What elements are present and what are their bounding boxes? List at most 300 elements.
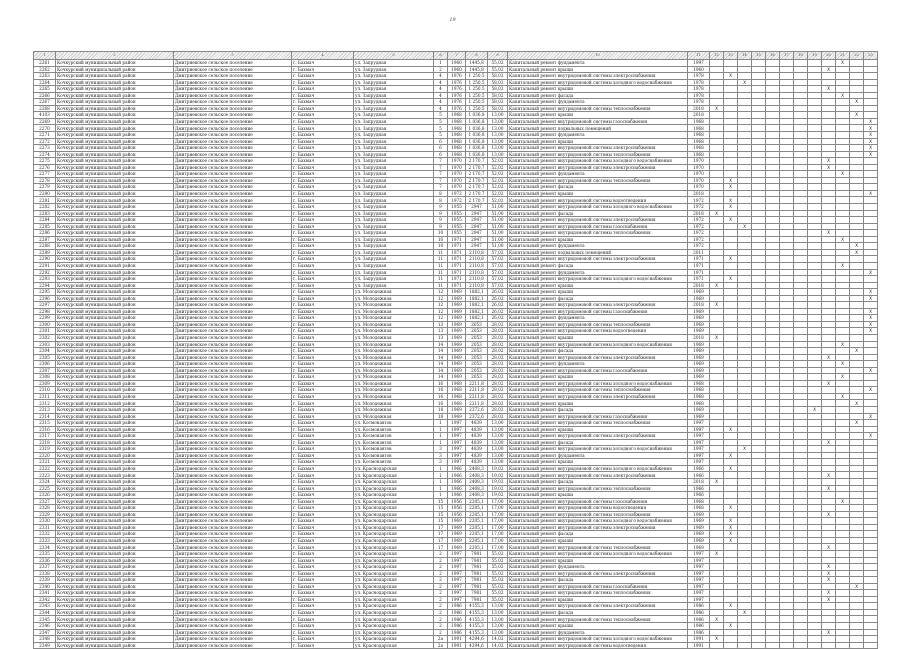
table-cell: г. Бахмач [292,570,354,577]
table-cell: 2332 [34,531,56,538]
column-header: 20 [822,52,836,60]
table-cell: 2306 [34,361,56,368]
table-cell: ул. Запрудная [354,230,434,237]
table-cell: 1968 [448,393,466,400]
table-cell: Кочкурский муниципальный район [56,393,174,400]
table-cell: Дмитриевское сельское поселение [174,145,292,152]
table-cell: Дмитриевское сельское поселение [174,472,292,479]
table-cell: 1969 [688,315,710,322]
table-cell: 1969 [448,406,466,413]
table-cell: 1971 [688,256,710,263]
table-cell: 1969 [688,341,710,348]
table-cell: 4155,3 [466,616,488,623]
table-cell: 2337 [34,564,56,571]
table-cell: 13,00 [488,112,508,119]
table-cell: 1978 [688,73,710,80]
table-cell: ул. Краснодарская [354,524,434,531]
table-cell: г. Бахмач [292,210,354,217]
table-cell: Дмитриевское сельское поселение [174,544,292,551]
mark-cell: X [836,60,850,67]
table-cell: г. Бахмач [292,596,354,603]
table-cell: 1970 [688,171,710,178]
column-header: 8 [466,52,488,60]
table-cell: Капитальный ремонт внутридомовой системы газоснабжения [508,223,688,230]
table-cell: 2372,6 [466,413,488,420]
table-cell: 7981 [466,590,488,597]
table-cell: 1969 [688,321,710,328]
mark-cell [822,642,836,649]
table-cell: 19,02 [488,485,508,492]
table-cell: 1969 [688,308,710,315]
table-cell: г. Бахмач [292,420,354,427]
mark-cell: X [724,426,738,433]
table-cell: 2271 [34,132,56,139]
table-cell: Кочкурский муниципальный район [56,609,174,616]
table-cell: 51,00 [488,236,508,243]
table-cell: 2205,1 [466,511,488,518]
mark-cell: X [822,511,836,518]
table-cell: г. Бахмач [292,400,354,407]
table-cell: 2304 [34,348,56,355]
table-cell: 2205,1 [466,518,488,525]
table-cell: 1969 [448,308,466,315]
table-cell: ул. Запрудная [354,66,434,73]
table-cell: Капитальный ремонт внутридомовой системы теплоснабжения [508,230,688,237]
table-cell: 13,00 [488,426,508,433]
table-cell: Дмитриевское сельское поселение [174,92,292,99]
table-cell: 16 [434,393,448,400]
table-cell: 2283 [34,210,56,217]
table-cell: г. Бахмач [292,256,354,263]
table-cell: Капитальный ремонт внутридомовой системы газоснабжения [508,118,688,125]
table-cell: 1966 [448,485,466,492]
table-cell: 11 [434,282,448,289]
table-cell: г. Бахмач [292,452,354,459]
table-cell: 13,00 [488,616,508,623]
table-cell: Капитальный ремонт внутридомовой системы газоснабжения [508,413,688,420]
table-cell: 1978 [688,92,710,99]
table-cell: Капитальный ремонт внутридомовой системы холодного водоснабжения [508,446,688,453]
mark-cell: X [864,413,878,420]
table-cell: 1 [434,439,448,446]
table-cell: ул. Запрудная [354,184,434,191]
table-cell: Дмитриевское сельское поселение [174,73,292,80]
table-cell: ул. Запрудная [354,269,434,276]
table-cell: 28,02 [488,400,508,407]
table-cell: 1971 [448,236,466,243]
table-cell: 9 [434,223,448,230]
table-cell: 55,02 [488,551,508,558]
table-cell: 1976 [448,79,466,86]
table-cell: 17,00 [488,505,508,512]
table-cell: Дмитриевское сельское поселение [174,518,292,525]
mark-cell: X [850,112,864,119]
table-cell: 1 250,5 [466,73,488,80]
table-cell: Кочкурский муниципальный район [56,636,174,643]
table-cell: Капитальный ремонт внутридомовой системы водоотведения [508,328,688,335]
table-cell: г. Бахмач [292,642,354,649]
table-cell: 2300 [34,321,56,328]
table-cell: 1 [434,420,448,427]
table-cell: 13 [434,328,448,335]
table-cell: 1972 [688,204,710,211]
table-cell: ул. Запрудная [354,171,434,178]
table-cell: Дмитриевское сельское поселение [174,132,292,139]
table-cell: Дмитриевское сельское поселение [174,406,292,413]
table-cell: 18 [434,413,448,420]
table-cell: ул. Космонавтов [354,439,434,446]
table-cell: 1968 [448,151,466,158]
table-cell: г. Бахмач [292,505,354,512]
table-cell: 2287 [34,236,56,243]
table-cell: 1978 [688,86,710,93]
table-cell: г. Бахмач [292,171,354,178]
table-cell: г. Бахмач [292,269,354,276]
table-cell: Кочкурский муниципальный район [56,138,174,145]
table-cell: 1997 [688,583,710,590]
table-cell: г. Бахмач [292,230,354,237]
table-cell: 1997 [448,433,466,440]
table-cell: Дмитриевское сельское поселение [174,374,292,381]
table-cell: 14 [434,361,448,368]
table-cell: Дмитриевское сельское поселение [174,492,292,499]
table-cell: г. Бахмач [292,413,354,420]
table-cell: 1969 [688,544,710,551]
table-cell: 2 [434,66,448,73]
table-cell: Капитальный ремонт крыши [508,374,688,381]
table-cell: 28,02 [488,413,508,420]
table-cell: ул. Запрудная [354,223,434,230]
table-cell: 7 [434,171,448,178]
table-cell: 1968 [688,118,710,125]
table-cell: Капитальный ремонт крыши [508,596,688,603]
table-cell: 2293 [34,276,56,283]
table-cell: 1966 [688,465,710,472]
table-cell: Кочкурский муниципальный район [56,485,174,492]
table-cell: 28,02 [488,341,508,348]
table-cell: Дмитриевское сельское поселение [174,236,292,243]
table-cell: 1997 [448,459,466,466]
table-cell: Дмитриевское сельское поселение [174,295,292,302]
table-cell: Кочкурский муниципальный район [56,465,174,472]
mark-cell: X [724,217,738,224]
table-cell: 58,02 [488,105,508,112]
table-cell: г. Бахмач [292,537,354,544]
table-cell: Дмитриевское сельское поселение [174,446,292,453]
table-cell: 4 [434,86,448,93]
table-cell: Кочкурский муниципальный район [56,511,174,518]
table-cell: 11 [434,256,448,263]
table-cell: 1956 [448,505,466,512]
table-cell: 2282 [34,204,56,211]
mark-cell: X [850,99,864,106]
table-cell: Дмитриевское сельское поселение [174,439,292,446]
mark-cell: X [850,400,864,407]
table-cell: 2323 [34,472,56,479]
mark-cell: X [836,374,850,381]
table-cell: 1997 [448,596,466,603]
table-cell: Кочкурский муниципальный район [56,184,174,191]
table-cell: Кочкурский муниципальный район [56,354,174,361]
table-cell: Кочкурский муниципальный район [56,642,174,649]
table-cell: Кочкурский муниципальный район [56,498,174,505]
table-cell: г. Бахмач [292,374,354,381]
table-cell: 2331 [34,524,56,531]
table-cell: Дмитриевское сельское поселение [174,328,292,335]
table-cell: Дмитриевское сельское поселение [174,315,292,322]
column-header: 22 [850,52,864,60]
table-cell: 13 [434,334,448,341]
mark-cell: X [864,295,878,302]
table-cell: ул. Краснодарская [354,537,434,544]
table-cell: 26,02 [488,289,508,296]
table-cell: Капитальный ремонт крыши [508,236,688,243]
table-cell: Кочкурский муниципальный район [56,420,174,427]
table-cell: 2408,3 [466,492,488,499]
table-cell: 13,00 [488,132,508,139]
table-cell: 7 [434,158,448,165]
table-row [34,642,878,649]
table-cell: Кочкурский муниципальный район [56,60,174,67]
table-cell: 2263 [34,73,56,80]
table-cell: ул. Запрудная [354,138,434,145]
table-cell: 1978 [688,99,710,106]
table-cell: 2053 [466,361,488,368]
table-cell: Дмитриевское сельское поселение [174,60,292,67]
table-cell: Капитальный ремонт крыши [508,112,688,119]
table-cell: 1 [434,472,448,479]
table-cell: 2342 [34,596,56,603]
table-cell: Капитальный ремонт фундамента [508,243,688,250]
table-cell: 19,02 [488,479,508,486]
table-cell: 1966 [448,472,466,479]
table-cell: 2318 [34,439,56,446]
table-cell: Дмитриевское сельское поселение [174,498,292,505]
table-cell: 1968 [688,400,710,407]
table-cell: Дмитриевское сельское поселение [174,380,292,387]
table-cell: 4 [434,92,448,99]
table-cell: 1970 [688,164,710,171]
table-cell: ул. Запрудная [354,204,434,211]
column-header: 14 [738,52,752,60]
mark-cell: X [822,380,836,387]
column-header: 7 [448,52,466,60]
table-cell: Кочкурский муниципальный район [56,328,174,335]
table-cell: 1969 [448,328,466,335]
table-cell: г. Бахмач [292,367,354,374]
table-cell: 1969 [448,537,466,544]
table-cell: 2053 [466,354,488,361]
mark-cell: X [724,73,738,80]
table-cell: ул. Краснодарская [354,596,434,603]
table-cell: Дмитриевское сельское поселение [174,583,292,590]
table-cell: 17 [434,544,448,551]
table-cell: Дмитриевское сельское поселение [174,321,292,328]
table-cell: Кочкурский муниципальный район [56,590,174,597]
table-cell: Кочкурский муниципальный район [56,616,174,623]
column-header: 21 [836,52,850,60]
table-cell: г. Бахмач [292,479,354,486]
table-cell: Кочкурский муниципальный район [56,276,174,283]
table-cell: 1970 [688,158,710,165]
table-cell: 1968 [688,505,710,512]
table-cell: Капитальный ремонт внутридомовой системы теплоснабжения [508,485,688,492]
table-cell: 1968 [448,118,466,125]
table-cell: 1997 [688,564,710,571]
table-cell: 2334 [34,544,56,551]
table-cell: 10 [434,243,448,250]
table-cell: 1 [434,433,448,440]
mark-cell: X [836,171,850,178]
table-cell: Капитальный ремонт внутридомовой системы холодного водоснабжения [508,204,688,211]
table-cell: 1986 [688,629,710,636]
table-cell: 2 [434,629,448,636]
table-cell: 8 [434,197,448,204]
table-cell: Дмитриевское сельское поселение [174,223,292,230]
table-cell: 2947 [466,217,488,224]
table-cell: ул. Краснодарская [354,551,434,558]
table-cell: 1445,8 [466,66,488,73]
table-cell: Капитальный ремонт внутридомовой системы электроснабжения [508,433,688,440]
table-cell: 2269 [34,118,56,125]
table-cell: 8 [434,190,448,197]
table-cell: г. Бахмач [292,132,354,139]
table-cell: Кочкурский муниципальный район [56,361,174,368]
column-header: 2 [56,52,174,60]
table-cell: 57,02 [488,256,508,263]
mark-cell: X [822,590,836,597]
table-cell: 1966 [448,479,466,486]
table-cell: 55,02 [488,557,508,564]
table-cell: 1997 [688,426,710,433]
table-cell: 1968 [688,138,710,145]
table-cell: 2317 [34,433,56,440]
table-cell: 1997 [448,570,466,577]
table-cell: Дмитриевское сельское поселение [174,367,292,374]
table-cell: Капитальный ремонт фундамента [508,315,688,322]
table-cell: Дмитриевское сельское поселение [174,341,292,348]
table-cell: 1997 [448,446,466,453]
table-cell: 2299 [34,315,56,322]
table-cell: Кочкурский муниципальный район [56,66,174,73]
table-cell: Дмитриевское сельское поселение [174,393,292,400]
table-cell: 2 [434,616,448,623]
table-cell: г. Бахмач [292,145,354,152]
table-cell: 6 [434,151,448,158]
table-cell: 2333 [34,537,56,544]
table-cell: 17 [434,524,448,531]
mark-cell: X [738,446,752,453]
table-cell: 17,00 [488,537,508,544]
table-cell: 1997 [688,590,710,597]
table-cell: 1971 [448,243,466,250]
table-cell: 1970 [448,184,466,191]
table-cell: 2344 [34,609,56,616]
table-cell: ул. Молодежная [354,361,434,368]
table-cell: 3 [434,446,448,453]
table-cell: г. Бахмач [292,524,354,531]
table-cell: 1968 [448,132,466,139]
table-cell: 1986 [448,629,466,636]
table-cell: Дмитриевское сельское поселение [174,171,292,178]
table-cell: ул. Космонавтов [354,426,434,433]
table-cell: 1969 [448,289,466,296]
table-cell: г. Бахмач [292,492,354,499]
table-cell: Дмитриевское сельское поселение [174,636,292,643]
mark-cell: X [710,105,724,112]
table-cell: 2 [434,596,448,603]
table-cell: Капитальный ремонт фасада [508,439,688,446]
table-cell: 2205,1 [466,544,488,551]
table-cell: ул. Молодежная [354,341,434,348]
table-cell: 14,02 [488,642,508,649]
table-cell: 1971 [688,276,710,283]
table-cell: ул. Молодежная [354,295,434,302]
table-cell: г. Бахмач [292,531,354,538]
table-cell: 1968 [448,380,466,387]
table-cell: Капитальный ремонт крыши [508,66,688,73]
table-cell: 2018 [688,479,710,486]
table-cell: г. Бахмач [292,348,354,355]
table-cell: 2326 [34,492,56,499]
mark-cell [808,642,822,649]
table-cell: 1970 [448,171,466,178]
table-cell: 2018 [688,282,710,289]
table-cell: Капитальный ремонт внутридомовой системы газоснабжения [508,498,688,505]
table-cell: 1 036,8 [466,151,488,158]
mark-cell: X [864,289,878,296]
table-cell: ул. Молодежная [354,308,434,315]
table-cell: 2302 [34,334,56,341]
table-cell: 2 170,7 [466,164,488,171]
table-cell: 2296 [34,295,56,302]
table-cell: ул. Молодежная [354,400,434,407]
table-cell: 2281 [34,197,56,204]
mark-cell: X [822,629,836,636]
table-cell: 1971 [448,262,466,269]
table-cell: Кочкурский муниципальный район [56,400,174,407]
table-cell: г. Бахмач [292,498,354,505]
table-cell: 7 [434,184,448,191]
table-cell: Дмитриевское сельское поселение [174,79,292,86]
mark-cell [752,642,766,649]
mark-cell: X [710,636,724,643]
table-cell: Дмитриевское сельское поселение [174,400,292,407]
table-cell: 2947 [466,210,488,217]
table-cell: г. Бахмач [292,249,354,256]
table-cell: 1969 [448,321,466,328]
table-cell: Дмитриевское сельское поселение [174,531,292,538]
table-cell: г. Бахмач [292,315,354,322]
mark-cell: X [822,439,836,446]
table-cell: 1 [434,60,448,67]
table-cell: 2297 [34,302,56,309]
table-cell: ул. Запрудная [354,262,434,269]
table-cell: 7981 [466,557,488,564]
table-cell: Капитальный ремонт фасада [508,531,688,538]
table-cell: Кочкурский муниципальный район [56,387,174,394]
table-cell: Дмитриевское сельское поселение [174,387,292,394]
table-cell: Кочкурский муниципальный район [56,79,174,86]
table-cell: 2018 [688,210,710,217]
table-cell: 2336 [34,557,56,564]
table-cell: 1972 [448,197,466,204]
table-cell: Дмитриевское сельское поселение [174,308,292,315]
table-cell: 2275 [34,158,56,165]
table-cell: Дмитриевское сельское поселение [174,505,292,512]
mark-cell: X [710,616,724,623]
table-cell: Дмитриевское сельское поселение [174,118,292,125]
